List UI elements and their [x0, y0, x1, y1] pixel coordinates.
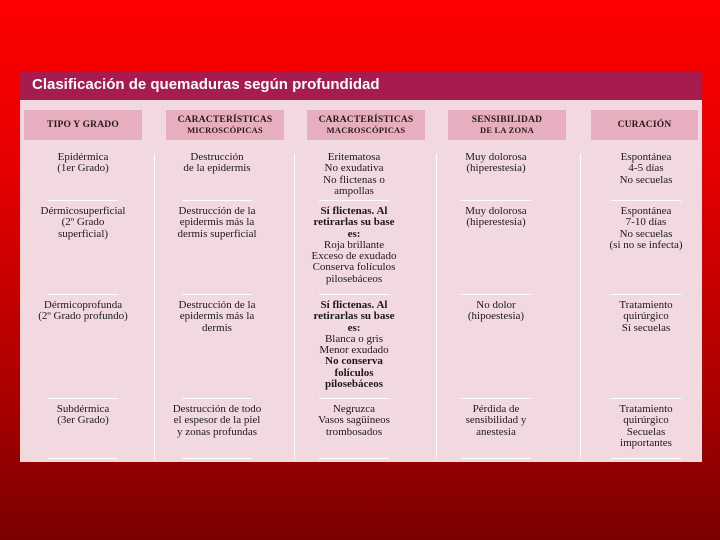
row-separator	[461, 458, 531, 459]
row-separator	[319, 294, 389, 295]
slide-title: Clasificación de quemaduras según profundidad	[32, 76, 380, 93]
cell-line: Pérdida de	[472, 403, 520, 415]
cell-curacion	[576, 206, 716, 251]
cell-line: Destrucción de todo	[172, 403, 262, 415]
cell-line: el espesor de la piel	[173, 414, 261, 427]
cell-line: Secuelas	[626, 425, 666, 438]
cell-line: Eritematosa	[327, 151, 381, 163]
cell-line: retirarlas su base	[313, 216, 395, 229]
header-tipo-grado	[24, 110, 142, 140]
cell-micro	[147, 152, 287, 175]
cell-macro	[284, 404, 424, 438]
row-separator	[611, 294, 681, 295]
cell-line: es:	[347, 227, 361, 240]
cell-line: (si no se infecta)	[609, 238, 683, 251]
cell-sensibilidad	[426, 152, 566, 175]
cell-line: (3er Grado)	[57, 414, 109, 427]
cell-line: quirúrgico	[623, 414, 669, 427]
row-separator	[611, 458, 681, 459]
row-separator	[48, 294, 118, 295]
header-line: CARACTERÍSTICAS	[318, 115, 414, 125]
cell-line: (2º Grado	[61, 216, 105, 229]
cell-line: Espontánea	[620, 205, 672, 217]
header-sensibilidad	[448, 110, 566, 140]
cell-micro	[147, 206, 287, 240]
cell-macro	[284, 152, 424, 197]
cell-line: (hipoestesia)	[467, 310, 525, 323]
cell-line: Exceso de exudado	[311, 250, 397, 263]
cell-line: pilosebáceos	[325, 272, 383, 285]
cell-line: Epidérmica	[57, 151, 109, 163]
cell-curacion	[576, 404, 716, 449]
cell-line: Roja brillante	[323, 238, 385, 251]
row-separator	[48, 458, 118, 459]
cell-line: sensibilidad y	[465, 414, 527, 427]
cell-line: 4-5 días	[628, 162, 664, 175]
cell-line: Espontánea	[620, 151, 672, 163]
cell-line: Destrucción de la	[178, 299, 256, 311]
row-separator	[48, 200, 118, 201]
cell-sensibilidad	[426, 300, 566, 323]
cell-line: folículos	[334, 366, 374, 379]
cell-line: No flictenas o	[323, 173, 385, 186]
cell-line: (2º Grado profundo)	[38, 310, 128, 323]
cell-line: importantes	[620, 436, 672, 449]
cell-line: No dolor	[476, 299, 516, 311]
cell-sensibilidad	[426, 206, 566, 229]
header-line: SENSIBILIDAD	[471, 115, 543, 125]
header-micro	[166, 110, 284, 140]
cell-line: dermis	[202, 321, 232, 334]
cell-line: Destrucción	[190, 151, 244, 163]
row-separator	[611, 200, 681, 201]
cell-line: Sí secuelas	[621, 321, 671, 334]
cell-line: superficial)	[57, 227, 109, 240]
cell-line: quirúrgico	[623, 310, 669, 323]
cell-tipo-grado	[13, 404, 153, 427]
slide-panel	[20, 72, 702, 462]
header-line: TIPO Y GRADO	[47, 120, 119, 130]
row-separator	[182, 398, 252, 399]
cell-line: Vasos sagüíneos	[318, 414, 390, 427]
cell-line: Blanca o gris	[324, 332, 384, 345]
cell-macro	[284, 206, 424, 285]
cell-line: Destrucción de la	[178, 205, 256, 217]
header-line: MICROSCÓPICAS	[187, 125, 263, 135]
cell-line: Dérmicoprofunda	[43, 299, 123, 311]
row-separator	[319, 200, 389, 201]
cell-line: epidermis más la	[179, 216, 255, 229]
cell-line: (1er Grado)	[57, 162, 109, 175]
row-separator	[611, 398, 681, 399]
cell-tipo-grado	[13, 300, 153, 323]
row-separator	[461, 398, 531, 399]
cell-line: retirarlas su base	[313, 310, 395, 323]
header-line: MACROSCÓPICAS	[326, 125, 406, 135]
cell-line: No secuelas	[619, 173, 673, 186]
cell-line: Dérmicosuperficial	[40, 205, 126, 217]
cell-line: pilosebáceos	[324, 378, 384, 391]
cell-line: ampollas	[334, 184, 374, 197]
cell-macro	[284, 300, 424, 390]
row-separator	[182, 294, 252, 295]
cell-line: epidermis más la	[179, 310, 255, 323]
cell-micro	[147, 404, 287, 438]
cell-line: No exudativa	[324, 162, 384, 175]
title-bar	[20, 72, 702, 100]
cell-line: Tratamiento	[619, 403, 673, 415]
cell-line: Conserva folículos	[312, 261, 396, 274]
header-macro	[307, 110, 425, 140]
cell-line: Menor exudado	[319, 344, 389, 357]
cell-curacion	[576, 300, 716, 334]
cell-line: Tratamiento	[619, 299, 673, 311]
header-line: DE LA ZONA	[480, 125, 534, 135]
cell-tipo-grado	[13, 152, 153, 175]
cell-micro	[147, 300, 287, 334]
cell-line: dermis superficial	[177, 227, 257, 240]
cell-sensibilidad	[426, 404, 566, 438]
row-separator	[319, 458, 389, 459]
cell-line: y zonas profundas	[176, 425, 258, 438]
cell-line: No conserva	[325, 355, 383, 368]
row-separator	[182, 458, 252, 459]
cell-line: trombosados	[325, 425, 383, 438]
cell-line: es:	[347, 321, 361, 334]
header-curacion	[591, 110, 698, 140]
cell-line: (hiperestesia)	[466, 216, 526, 229]
cell-line: 7-10 días	[625, 216, 667, 229]
row-separator	[182, 200, 252, 201]
cell-line: (hiperestesia)	[466, 162, 526, 175]
cell-line: Muy dolorosa	[465, 205, 527, 217]
row-separator	[461, 200, 531, 201]
header-line: CARACTERÍSTICAS	[177, 115, 273, 125]
cell-line: No secuelas	[619, 227, 673, 240]
row-separator	[48, 398, 118, 399]
cell-line: Sí flictenas. Al	[320, 299, 388, 311]
cell-line: de la epidermis	[183, 162, 251, 175]
cell-line: Muy dolorosa	[465, 151, 527, 163]
cell-line: Subdérmica	[56, 403, 110, 415]
cell-line: anestesia	[476, 425, 516, 438]
cell-curacion	[576, 152, 716, 186]
header-line: CURACIÓN	[617, 120, 672, 130]
row-separator	[319, 398, 389, 399]
cell-tipo-grado	[13, 206, 153, 240]
row-separator	[461, 294, 531, 295]
cell-line: Sí flictenas. Al	[320, 205, 388, 217]
cell-line: Negruzca	[332, 403, 376, 415]
